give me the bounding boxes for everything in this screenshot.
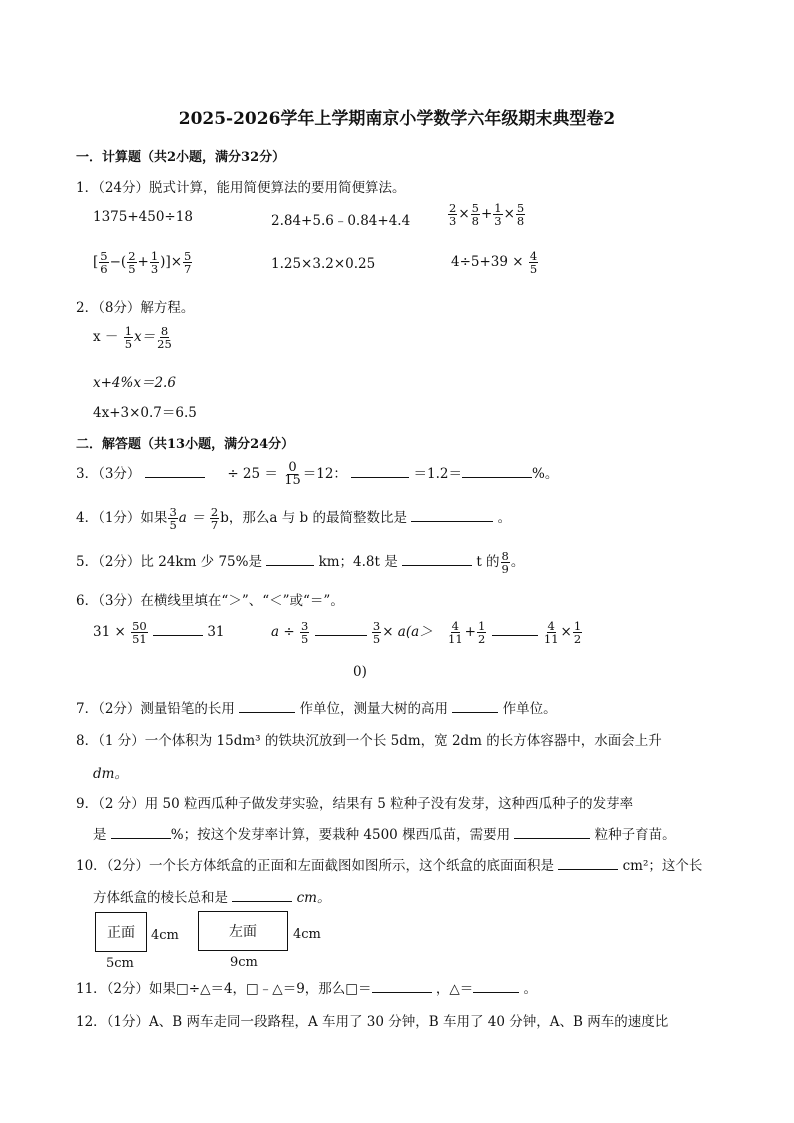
left-view-rectangle [198, 911, 288, 951]
q2-equation-1: x － $\frac{1}{5}$ x＝ $\frac{8}{25}$ [93, 324, 172, 351]
answer-blank[interactable] [232, 889, 292, 902]
answer-blank[interactable] [492, 623, 538, 636]
q2-equation-3: 4x+3×0.7＝6.5 [93, 405, 197, 421]
question-3: 3．（3分） ÷ 25 ＝ $\frac{0}{15}$ ＝12： ＝1.2＝ %。 [76, 460, 559, 488]
answer-blank[interactable] [473, 980, 519, 993]
question-9-line-2: 是 %；按这个发芽率计算，要栽种 4500 棵西瓜苗，需要用 粒种子育苗。 [93, 827, 676, 843]
answer-blank[interactable] [351, 465, 409, 478]
answer-blank[interactable] [452, 700, 498, 713]
answer-blank[interactable] [462, 465, 532, 478]
question-6-heading: 6．（3分）在横线里填在“＞”、“＜”或“＝”。 [76, 593, 344, 609]
q6-compare-1: 31 × $\frac{50}{51}$ 31 [93, 619, 225, 646]
q1-expr-3: $\frac{2}{3}$ × $\frac{5}{8}$ + $\frac{1}{3}$ × $\frac{5}{8}$ [449, 201, 525, 228]
q1-expr-6: 4÷5+39 × $\frac{4}{5}$ [451, 249, 538, 276]
front-view-height-label: 4cm [151, 928, 179, 943]
q1-expr-5: 1.25×3.2×0.25 [271, 256, 376, 272]
question-10-line-2: 方体纸盒的棱长总和是 cm。 [93, 890, 331, 906]
answer-blank[interactable] [402, 553, 472, 566]
question-8-line-2: dm。 [93, 766, 128, 782]
answer-blank[interactable] [558, 857, 618, 870]
question-10-line-1: 10．（2分）一个长方体纸盒的正面和左面截图如图所示，这个纸盒的底面面积是 cm²；这个长 [76, 858, 703, 874]
left-view-label: 左面 [229, 924, 257, 940]
left-view-width-label: 9cm [230, 955, 258, 970]
question-2-heading: 2．（8分）解方程。 [76, 300, 195, 316]
answer-blank[interactable] [372, 980, 432, 993]
answer-blank[interactable] [514, 826, 590, 839]
question-12: 12．（1分）A、B 两车走同一段路程，A 车用了 30 分钟，B 车用了 40 分钟，A、B 两车的速度比 [76, 1014, 669, 1030]
front-view-rectangle [95, 912, 147, 952]
q1-expr-4: [ $\frac{5}{6}$ −( $\frac{2}{5}$ + $\frac{1}{3}$ )]× $\frac{5}{7}$ [93, 249, 192, 276]
q1-expr-2: 2.84+5.6﹣0.84+4.4 [271, 213, 411, 229]
q6-compare-2: a ÷ $\frac{3}{5}$ $\frac{3}{5}$ × a(a＞ [271, 619, 433, 646]
answer-blank[interactable] [111, 826, 171, 839]
answer-blank[interactable] [266, 553, 314, 566]
left-view-height-label: 4cm [293, 927, 321, 942]
question-1-heading: 1．（24分）脱式计算，能用简便算法的要用简便算法。 [76, 180, 406, 196]
question-11: 11．（2分）如果□÷△＝4，□﹣△＝9，那么□＝ ，△＝ 。 [76, 981, 538, 997]
answer-blank[interactable] [153, 623, 203, 636]
question-4: 4．（1分）如果 $\frac{3}{5}$ a ＝ $\frac{2}{7}$ b，那么a 与 b 的最简整数比是 。 [76, 505, 512, 532]
section-heading-1: 一．计算题（共2小题，满分32分） [76, 150, 286, 165]
answer-blank[interactable] [145, 465, 205, 478]
front-view-width-label: 5cm [106, 956, 134, 971]
question-7: 7．（2分）测量铅笔的长用 作单位，测量大树的高用 作单位。 [76, 701, 557, 717]
question-5: 5．（2分）比 24km 少 75%是 km；4.8t 是 t 的 $\frac{8}{9}$ 。 [76, 549, 525, 576]
q2-equation-2: x+4%x＝2.6 [93, 375, 176, 391]
q6-compare-3: $\frac{4}{11}$ + $\frac{1}{2}$ $\frac{4}{11}$ × $\frac{1}{2}$ [448, 619, 582, 646]
answer-blank[interactable] [315, 623, 367, 636]
q1-expr-1: 1375+450÷18 [93, 209, 193, 225]
answer-blank[interactable] [411, 509, 493, 522]
section-heading-2: 二．解答题（共13小题，满分24分） [76, 437, 295, 452]
answer-blank[interactable] [239, 700, 295, 713]
front-view-label: 正面 [107, 925, 135, 941]
page-title: 2025-2026学年上学期南京小学数学六年级期末典型卷2 [178, 109, 616, 129]
question-8-line-1: 8．（1 分）一个体积为 15dm³ 的铁块沉放到一个长 5dm，宽 2dm 的长方体容器中，水面会上升 [76, 733, 662, 749]
question-9-line-1: 9．（2 分）用 50 粒西瓜种子做发芽实验，结果有 5 粒种子没有发芽，这种西瓜种子的发芽率 [76, 796, 634, 812]
q6-condition-tail: 0) [353, 664, 367, 680]
